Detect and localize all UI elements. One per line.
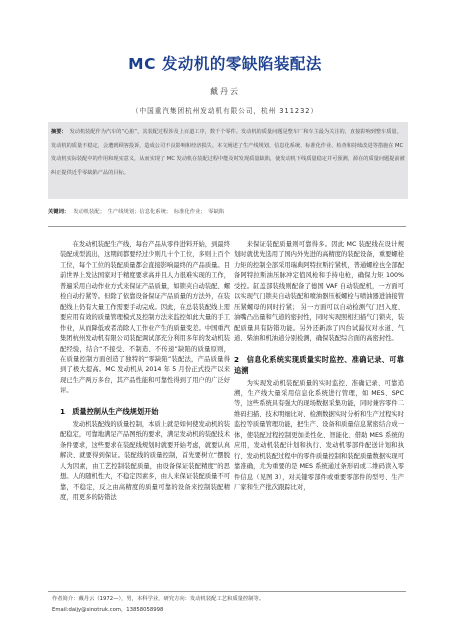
- abstract-label: 摘要：: [51, 129, 67, 135]
- header-divider: [48, 226, 406, 227]
- author-affiliation: （中国重汽集团杭州发动机有限公司，杭州 311232）: [131, 107, 319, 115]
- abstract-box: [48, 122, 408, 199]
- keywords-line: [48, 207, 408, 215]
- section-1-heading: 1 质量控制从生产线规划开始: [60, 406, 159, 416]
- intro-continued-paragraph: 来保证装配质量则可靠得多。因此 MC 装配线在设计规划时就优先选用了国内外先进的高精度的装配设备，重要螺栓力矩的控制全部采用瑞典阿特拉斯拧紧机，普通螺栓也全部配备阿特拉斯油压脉冲定值风枪和手持电枪，确保力矩 100%受控。缸盖部装线则配备了德国 VAF 自动装配机，一方面可以实现气门锁夹自动装配和喷油器压板螺栓与喷油器进油接管压紧螺母的同时拧紧； 另一方面可以自动检测气门凹入度、油嘴凸出量和气道的密封性，同时实现照相扫描气门锁夹，装配质量具有防错功能。另外还新添了四台试漏仪对水道、气道、柴油和机油道分别检测，确保装配综合面的高密封性。: [234, 241, 404, 343]
- footnote-email: Email:daijy@sinotruk.com，13858058998: [52, 607, 164, 613]
- footnote-author-bio: 作者简介：戴丹云（1972—），男，本科学业，研究方向：发动机装配工艺和质量控制等。: [52, 596, 265, 602]
- intro-paragraph: 在发动机装配生产线，每台产品从零件进料开始，到最终装配成型流出，这期间都要经过少则几十个工位，多则上百个工位，每个工位的装配质量都会直接影响最终的产品质量。目前世界上发达国家对于精度要求高并且人力很难实现的工作，普遍采用自动作业方式来保证产品质量，如锁夹自动装配、螺栓自动拧紧等。但除了依靠设备保证产品质量的方法外，在装配线上仍有大量工作需要手动完成。因此，在总装装配线上需要应用有效的质量管理模式及控制方法来监控如此大量的手工作业，从而降低或者消除人工作业产生的质量变差。中国重汽集团杭州发动机有限公司装配调试部充分利用多年的发动机装配经验，结合“不接受、不制造、不传递”缺陷的质量原则，在质量控制方面创造了独特的“零缺陷”装配法，产品质量得到了极大提高。MC 发动机从 2014 年 5 月份正式投产以来现已生产两万多台，其产品性能和可靠性得到了用户的广泛好评。: [60, 241, 230, 395]
- paper-title: MC 发动机的零缺陷装配法: [128, 55, 322, 73]
- author-name: 戴丹云: [210, 87, 240, 96]
- section-2-paragraph: 为实现发动机装配质量的实时监控、准确记录、可靠追溯，生产线大量采用信息化系统进行管理，如 MES、SPC 等，这些系统具有强大的现场数据采集功能，同时兼容零件二维码扫描、技术明细比对、检测数据实时分析和生产过程实时监控等质量管理功能，把生产、设备和质量信息紧密结合成一体，使装配过程控制更加柔性化、智能化、借助 MES 系统的应用，发动机装配计划和执行、发动机零部件配送计划和执行、发动机装配过程中的零件质量控制和装配质量数据实现可靠准确，尤为重要的是 MES 系统通过条形码或二维码读入零件信息（见图 3），对关键零部件或重要零部件的型号、生产厂家和生产批次跟踪比对，: [234, 379, 404, 492]
- body-column-left: [60, 240, 230, 588]
- keywords-text: 发动机装配； 生产线规划；信息化系统； 标准化作业； 零缺陷: [73, 209, 225, 215]
- section-2-heading: 2 信息化系统实现质量实时监控、准确记录、可靠追溯: [234, 354, 404, 375]
- keywords-label: 关键词：: [48, 209, 70, 215]
- footnote-divider: [48, 591, 406, 592]
- abstract-text: 发动机装配作为汽车的“心脏”，其装配过程涉及上百道工序，数千个零件。发动机的质量问题是整车厂和车主最为关注的，直接影响到整车质量。发动机的质量不稳定，会遭到顾客投诉，造成公司不良影响和经济损失。本文阐述了生产线规划、信息化系统、标准化作业、检查和持续改进等措施在 MC 发动机实际装配中的作用和现实意义，从而实现了 MC 发动机在装配过程中能及时发现质量缺陷，使发动机下线质量稳定并可预测，源在的质量问题提前被纠正提供近乎零缺陷产品的目标。: [51, 129, 405, 176]
- section-1-paragraph: 发动机装配线的质量控制，本质上就是如何使发动机的装配稳定，可靠地满足产品图纸的要求，满足发动机的装配技术条件要求，这些要求在装配线规划时就要开始考虑，就要认真解决、就要得到保证。装配线的质量控制，首先要树立“摆脱人为因素，由工艺控制装配质量，由设备保证装配精度”的思想。人的随机性大，不稳定因素多，由人来保证装配质量不可靠，不稳定，反之由高精度的质量可靠的设备来控制装配精度，用更多的防错法: [60, 420, 230, 501]
- body-column-right: [234, 240, 404, 588]
